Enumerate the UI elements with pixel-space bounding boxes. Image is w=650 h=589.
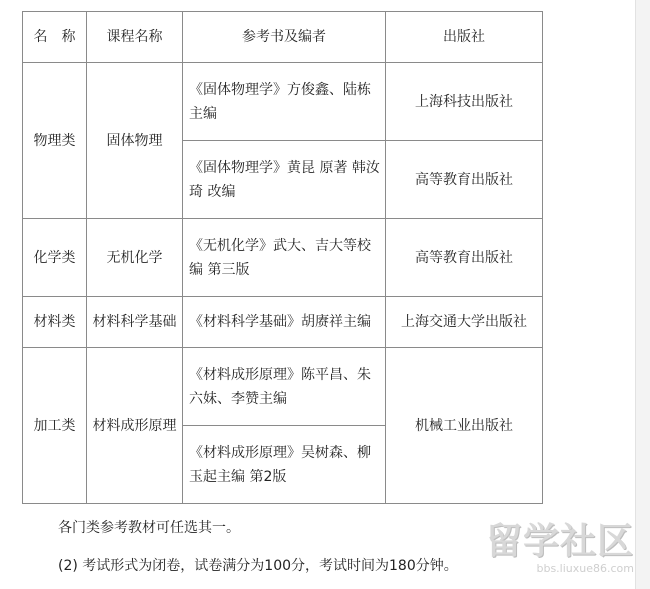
exam-format-note: (2) 考试形式为闭卷，试卷满分为100分，考试时间为180分钟。 <box>58 558 458 574</box>
header-publisher: 出版社 <box>386 12 543 63</box>
reference-book-table <box>22 11 543 504</box>
course-cell: 材料成形原理 <box>87 348 183 504</box>
course-cell: 材料科学基础 <box>87 297 183 348</box>
header-category: 名 称 <box>23 12 87 63</box>
publisher-cell: 上海科技出版社 <box>386 63 543 141</box>
book-cell: 《材料成形原理》陈平昌、朱六妹、李赞主编 <box>183 348 386 426</box>
table-row <box>23 63 543 141</box>
category-cell: 化学类 <box>23 219 87 297</box>
publisher-cell: 高等教育出版社 <box>386 219 543 297</box>
book-cell: 《固体物理学》方俊鑫、陆栋主编 <box>183 63 386 141</box>
category-cell: 物理类 <box>23 63 87 219</box>
course-cell: 无机化学 <box>87 219 183 297</box>
book-cell: 《固体物理学》黄昆 原著 韩汝琦 改编 <box>183 141 386 219</box>
course-cell: 固体物理 <box>87 63 183 219</box>
publisher-cell: 高等教育出版社 <box>386 141 543 219</box>
note-text: 各门类参考教材可任选其一。 <box>58 520 240 536</box>
publisher-cell: 上海交通大学出版社 <box>386 297 543 348</box>
book-cell: 《无机化学》武大、吉大等校编 第三版 <box>183 219 386 297</box>
header-course-name: 课程名称 <box>87 12 183 63</box>
table-row <box>23 348 543 426</box>
watermark-url: bbs.liuxue86.com <box>536 562 634 575</box>
watermark-logo <box>486 522 634 576</box>
publisher-cell: 机械工业出版社 <box>386 348 543 504</box>
book-cell: 《材料科学基础》胡赓祥主编 <box>183 297 386 348</box>
table-header-row <box>23 12 543 63</box>
category-cell: 材料类 <box>23 297 87 348</box>
table-row <box>23 219 543 297</box>
book-cell: 《材料成形原理》吴树森、柳玉起主编 第2版 <box>183 426 386 504</box>
scrollbar[interactable] <box>635 0 650 589</box>
watermark-title: 留学社区 <box>485 521 634 562</box>
table-row <box>23 297 543 348</box>
category-cell: 加工类 <box>23 348 87 504</box>
header-reference-book: 参考书及编者 <box>183 12 386 63</box>
